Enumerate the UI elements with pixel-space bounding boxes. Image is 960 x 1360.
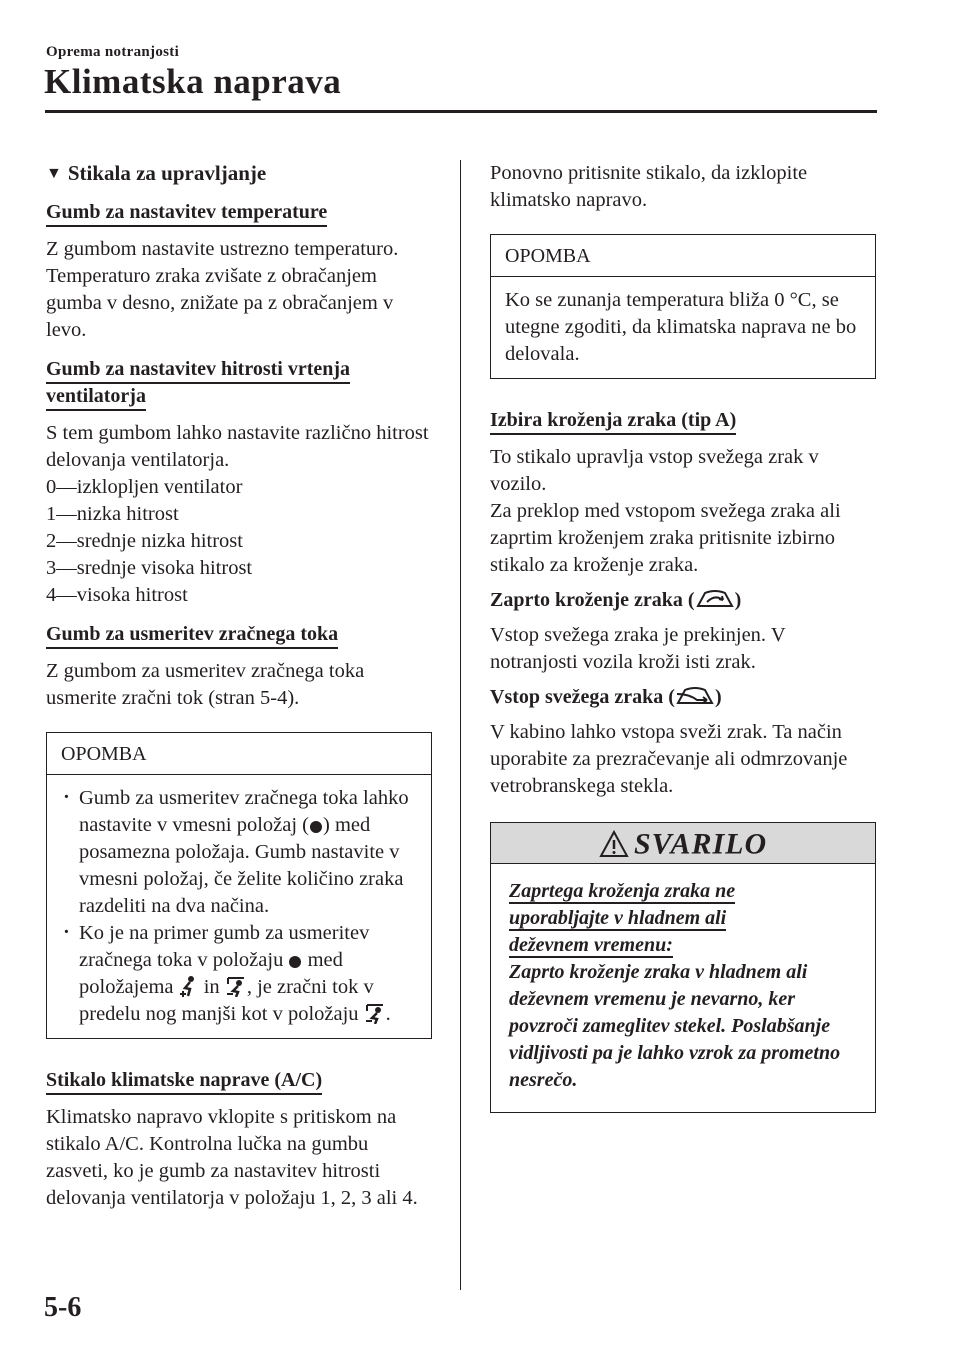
warning-triangle-icon: [599, 830, 629, 858]
page-number: 5-6: [44, 1292, 82, 1323]
note-item-1: · Gumb za usmeritev zračnega toka lahko nastavite v vmesni položaj ( ) med posamezna položaja. Gumb nastavite v vmesni položaj, če želite količino zraka razdeliti na dva načina.: [61, 785, 417, 920]
circ-heading: Izbira kroženja zraka (tip A): [490, 409, 736, 435]
airflow-heading: Gumb za usmeritev zračnega toka: [46, 623, 338, 649]
fan-levels: [46, 474, 432, 609]
right-intro: Ponovno pritisnite stikalo, da izklopite klimatsko napravo.: [490, 162, 808, 211]
fresh-air-icon: [675, 685, 715, 707]
note-title: OPOMBA: [47, 733, 431, 775]
filled-dot-icon: [309, 815, 323, 835]
warning-header: [491, 823, 875, 864]
warning-body: [491, 864, 875, 1112]
column-divider: [460, 160, 461, 1290]
airflow-feet-defrost-icon: [364, 1002, 386, 1024]
fan-heading-line1: Gumb za nastavitev hitrosti vrtenja: [46, 358, 350, 384]
note-body: [47, 775, 431, 1038]
recirculation-icon: [695, 588, 735, 610]
fan-heading-line2: ventilatorja: [46, 385, 146, 411]
airflow-text: Z gumbom za usmeritev zračnega toka usmerite zračni tok (stran 5-4).: [46, 660, 365, 709]
left-column: [46, 160, 432, 1212]
circ-heading-wrap: [490, 407, 876, 434]
right-column: [490, 160, 876, 1113]
warning-lead-line2: uporabljajte v hladnem ali: [509, 907, 727, 929]
temp-heading-wrap: [46, 199, 432, 226]
fresh-air-text: V kabino lahko vstopa sveži zrak. Ta način uporabite za prezračevanje ali odmrzovanje vetrobranskega stekla.: [490, 721, 848, 797]
section-heading: ▼ Stikala za upravljanje: [46, 161, 267, 185]
page-title: Klimatska naprava: [44, 62, 342, 101]
ac-heading: Stikalo klimatske naprave (A/C): [46, 1069, 322, 1095]
closed-circ-text: Vstop svežega zraka je prekinjen. V notranjosti vozila kroži isti zrak.: [490, 624, 786, 673]
warning-title: SVARILO: [633, 827, 768, 861]
fan-level-0: 0—izklopljen ventilator: [46, 476, 243, 498]
note-item-2: · Ko je na primer gumb za usmeritev zračnega toka v položaju med položajema in , je zračni tok v predelu nog manjši kot v položaju .: [61, 920, 417, 1028]
filled-dot-icon: [288, 950, 302, 970]
fan-level-2: 2—srednje nizka hitrost: [46, 530, 243, 552]
fan-level-1: 1—nizka hitrost: [46, 503, 179, 525]
note-body: [491, 277, 875, 378]
fan-text: S tem gumbom lahko nastavite različno hitrost delovanja ventilatorja.: [46, 422, 429, 471]
warning-text: Zaprto kroženje zraka v hladnem ali deževnem vremenu je nevarno, ker povzroči zameglitev stekel. Poslabšanje vidljivosti pa je lahko vzrok za prometno nesrečo.: [509, 961, 841, 1091]
warning-lead-line1: Zaprtega kroženja zraka ne: [509, 880, 736, 902]
fan-heading-wrap: [46, 356, 432, 410]
circ-text-2: Za preklop med vstopom svežega zraka ali zaprtim kroženjem zraka pritisnite izbirno stikalo za kroženje zraka.: [490, 500, 841, 576]
airflow-feet-icon: [179, 975, 199, 997]
section-label: Oprema notranjosti: [46, 44, 180, 60]
circ-text-1: To stikalo upravlja vstop svežega zrak v vozilo.: [490, 446, 819, 495]
airflow-heading-wrap: [46, 621, 432, 648]
title-rule: [45, 110, 877, 113]
warning-box: [490, 822, 876, 1113]
closed-circ-heading: Zaprto kroženje zraka ( ): [490, 589, 742, 611]
temp-heading: Gumb za nastavitev temperature: [46, 201, 327, 227]
note-box-airflow: [46, 732, 432, 1039]
warning-lead-line3: deževnem vremenu:: [509, 934, 673, 956]
fresh-air-heading: Vstop svežega zraka ( ): [490, 686, 722, 708]
ac-text: Klimatsko napravo vklopite s pritiskom na stikalo A/C. Kontrolna lučka na gumbu zasveti, ko je gumb za nastavitev hitrosti delovanja ventilatorja v položaju 1, 2, 3 ali 4.: [46, 1106, 418, 1209]
fan-level-3: 3—srednje visoka hitrost: [46, 557, 253, 579]
triangle-down-icon: ▼: [46, 165, 62, 182]
fan-level-4: 4—visoka hitrost: [46, 584, 188, 606]
ac-heading-wrap: [46, 1067, 432, 1094]
airflow-feet-defrost-icon: [225, 975, 247, 997]
note-box-temperature: [490, 234, 876, 379]
note-title: OPOMBA: [491, 235, 875, 277]
note-text: Ko se zunanja temperatura bliža 0 °C, se utegne zgoditi, da klimatska naprava ne bo delovala.: [505, 289, 857, 365]
temp-text: Z gumbom nastavite ustrezno temperaturo. Temperaturo zraka zvišate z obračanjem gumba v desno, znižate pa z obračanjem v levo.: [46, 238, 399, 341]
